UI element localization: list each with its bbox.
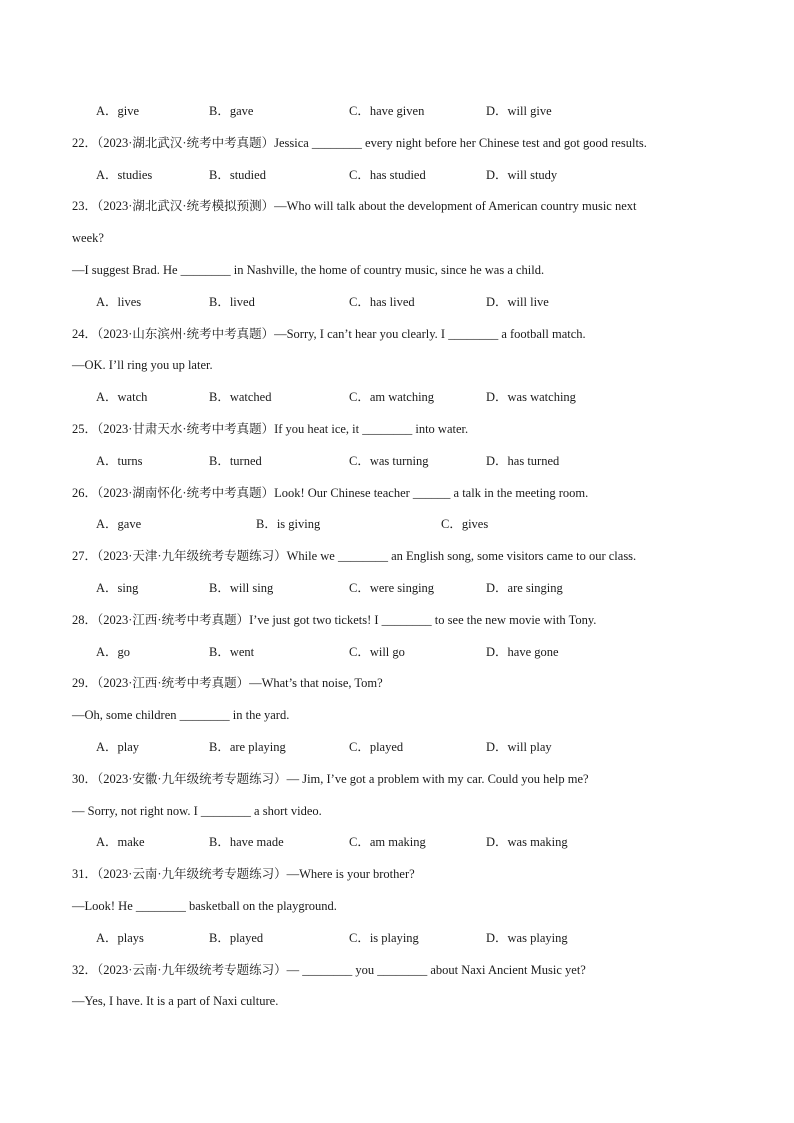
answer-options	[0, 834, 794, 850]
question-line: 24．（2023·山东滨州·统考中考真题）—Sorry, I can’t hear you clearly. I ________ a football match.	[72, 327, 586, 341]
option-d: D．are singing	[486, 581, 563, 595]
option-d: D．was watching	[486, 390, 576, 404]
question-line: 31．（2023·云南·九年级统考专题练习）—Where is your brother?	[72, 867, 415, 881]
option-c: C．am making	[349, 835, 426, 849]
question-line: 22．（2023·湖北武汉·统考中考真题）Jessica ________ every night before her Chinese test and got good results.	[72, 136, 647, 150]
question-line: 27．（2023·天津·九年级统考专题练习）While we ________ an English song, some visitors came to our class.	[72, 549, 637, 563]
option-b: B．is giving	[256, 517, 321, 531]
option-b: B．studied	[209, 168, 266, 182]
option-a: A．watch	[96, 390, 148, 404]
option-b: B．played	[209, 931, 264, 945]
option-c: C．am watching	[349, 390, 435, 404]
option-c: C．was turning	[349, 454, 429, 468]
option-d: D．will play	[486, 740, 552, 754]
option-d: D．was playing	[486, 931, 568, 945]
question-line: 23．（2023·湖北武汉·统考模拟预测）—Who will talk about the development of American country music next	[72, 199, 637, 213]
option-c: C．has lived	[349, 295, 415, 309]
option-a: A．turns	[96, 454, 143, 468]
option-a: A．plays	[96, 931, 144, 945]
option-a: A．give	[96, 104, 140, 118]
option-a: A．sing	[96, 581, 139, 595]
answer-options	[0, 930, 794, 946]
question-line: —I suggest Brad. He ________ in Nashville, the home of country music, since he was a child.	[72, 263, 545, 277]
question-line: — Sorry, not right now. I ________ a short video.	[72, 804, 322, 818]
question-line: —Look! He ________ basketball on the playground.	[72, 899, 337, 913]
option-b: B．have made	[209, 835, 284, 849]
question-line: 30．（2023·安徽·九年级统考专题练习）— Jim, I’ve got a problem with my car. Could you help me?	[72, 772, 589, 786]
option-b: B．watched	[209, 390, 272, 404]
answer-options	[0, 644, 794, 660]
answer-options	[0, 453, 794, 469]
question-line: 28．（2023·江西·统考中考真题）I’ve just got two tickets! I ________ to see the new movie with Tony.	[72, 613, 597, 627]
option-a: A．play	[96, 740, 140, 754]
option-d: D．was making	[486, 835, 568, 849]
question-line: 29．（2023·江西·统考中考真题）—What’s that noise, Tom?	[72, 676, 383, 690]
question-line: week?	[72, 231, 104, 245]
option-c: C．will go	[349, 645, 405, 659]
option-b: B．went	[209, 645, 255, 659]
question-line: 32．（2023·云南·九年级统考专题练习）— ________ you ________ about Naxi Ancient Music yet?	[72, 963, 586, 977]
option-a: A．lives	[96, 295, 142, 309]
option-c: C．has studied	[349, 168, 426, 182]
question-line: 26．（2023·湖南怀化·统考中考真题）Look! Our Chinese teacher ______ a talk in the meeting room.	[72, 486, 589, 500]
option-c: C．is playing	[349, 931, 419, 945]
option-c: C．played	[349, 740, 404, 754]
option-c: C．have given	[349, 104, 425, 118]
option-a: A．gave	[96, 517, 142, 531]
answer-options	[0, 580, 794, 596]
answer-options	[0, 294, 794, 310]
option-d: D．have gone	[486, 645, 559, 659]
option-c: C．were singing	[349, 581, 435, 595]
option-d: D．has turned	[486, 454, 560, 468]
question-line: —Yes, I have. It is a part of Naxi culture.	[72, 994, 279, 1008]
option-a: A．go	[96, 645, 131, 659]
answer-options	[0, 103, 794, 119]
option-d: D．will study	[486, 168, 558, 182]
question-line: —OK. I’ll ring you up later.	[72, 358, 213, 372]
answer-options	[0, 167, 794, 183]
question-line: 25．（2023·甘肃天水·统考中考真题）If you heat ice, it ________ into water.	[72, 422, 469, 436]
answer-options	[0, 389, 794, 405]
option-c: C．gives	[441, 517, 489, 531]
option-b: B．gave	[209, 104, 254, 118]
option-b: B．will sing	[209, 581, 274, 595]
option-d: D．will live	[486, 295, 549, 309]
option-a: A．studies	[96, 168, 153, 182]
option-b: B．are playing	[209, 740, 286, 754]
answer-options	[0, 516, 794, 532]
option-a: A．make	[96, 835, 145, 849]
option-b: B．turned	[209, 454, 262, 468]
answer-options	[0, 739, 794, 755]
question-line: —Oh, some children ________ in the yard.	[72, 708, 290, 722]
option-d: D．will give	[486, 104, 552, 118]
option-b: B．lived	[209, 295, 255, 309]
